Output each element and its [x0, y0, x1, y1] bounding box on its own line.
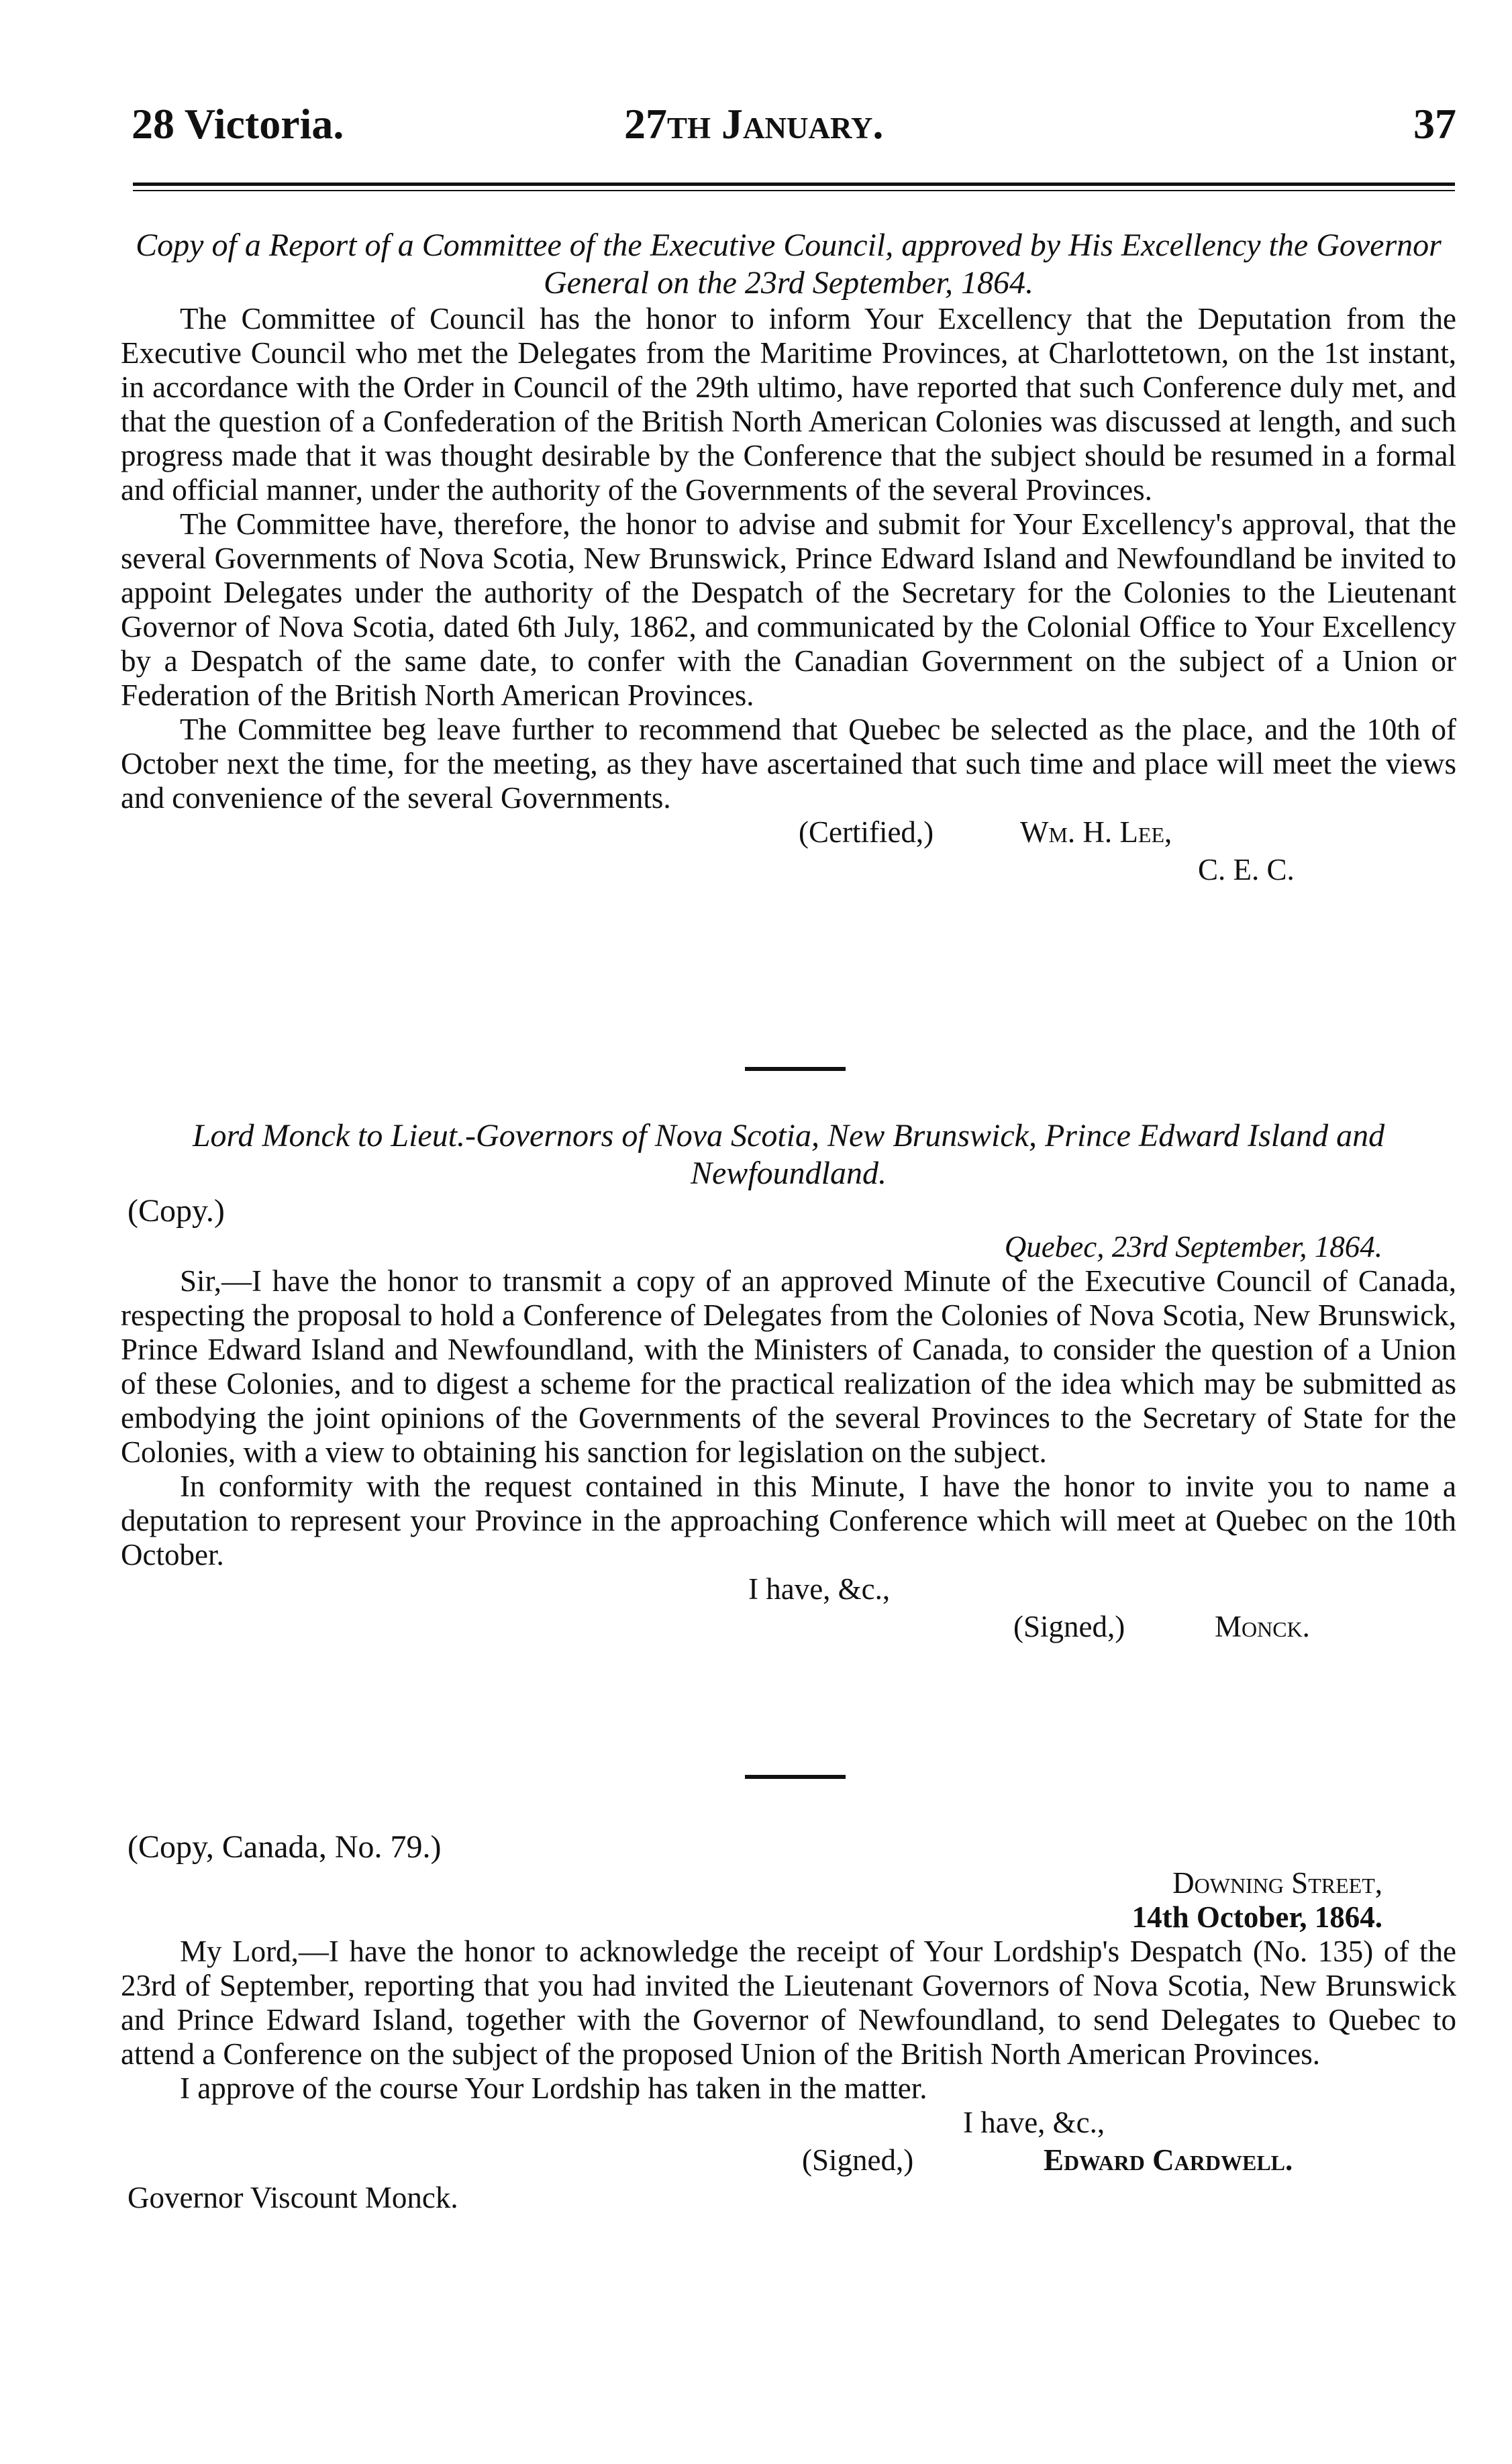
addressee-row	[121, 2181, 1456, 2218]
cardwell-signature-row	[121, 2143, 1456, 2181]
page	[121, 81, 1456, 2416]
cardwell-paragraph-1: My Lord,—I have the honor to acknowledge the receipt of Your Lordship's Despatch (No. 135) of the 23rd of September, reporting that you had invited the Lieutenant Governors of Nova Scotia, New Brunswick and Prince Edward Island, together with the Governor of Newfoundland, to send Delegates to Quebec to attend a Conference on the subject of the proposed Union of the British North American Provinces.	[121, 1935, 1456, 2071]
cardwell-letter-section	[121, 1829, 1456, 2218]
monck-letter-paragraph-1: Sir,—I have the honor to transmit a copy of an approved Minute of the Executive Council of Canada, respecting the proposal to hold a Conference of Delegates from the Colonies of Nova Scotia, New Brunswick, Prince Edward Island and Newfoundland, with the Ministers of Canada, to consider the question of a Union of these Colonies, and to digest a scheme for the practical realization of the idea which may be submitted as embodying the joint opinions of the Governments of the several Provinces to the Secretary of State for the Colonies, with a view to obtaining his sanction for legislation on the subject.	[121, 1264, 1456, 1469]
certified-label: (Certified,)	[799, 815, 934, 849]
report-certifier-title-row	[121, 853, 1456, 890]
header-rule-thin	[133, 190, 1455, 191]
cardwell-closing-row	[121, 2106, 1456, 2143]
section-separator-2	[745, 1775, 846, 1779]
cardwell-copy-label: (Copy, Canada, No. 79.)	[128, 1829, 442, 1865]
cardwell-place: Downing Street,	[1172, 1866, 1382, 1900]
monck-letter-dateline: Quebec, 23rd September, 1864.	[1004, 1230, 1382, 1264]
running-head-left: 28 Victoria.	[132, 100, 344, 148]
cardwell-signer: Edward Cardwell.	[1044, 2143, 1293, 2177]
report-paragraph-1: The Committee of Council has the honor to inform Your Excellency that the Deputation from the Executive Council who met the Delegates from the Maritime Provinces, at Charlottetown, on the 1st instant, in accordance with the Order in Council of the 29th ultimo, have reported that such Conference duly met, and that the question of a Confederation of the British North American Colonies was discussed at length, and such progress made that it was thought desirable by the Conference that the subject should be resumed in a formal and official manner, under the authority of the Governments of the several Provinces.	[121, 302, 1456, 507]
header-rule	[133, 183, 1455, 186]
running-head	[121, 99, 1456, 160]
cardwell-signed-label: (Signed,)	[802, 2143, 914, 2177]
certifier-title: C. E. C.	[1198, 853, 1295, 886]
monck-closing-row	[121, 1572, 1456, 1610]
running-head-date: 27th January.	[624, 100, 884, 148]
report-paragraph-3: The Committee beg leave further to recommend that Quebec be selected as the place, and the 10th of October next the time, for the meeting, as they have ascertained that such time and place will meet the views and convenience of the several Governments.	[121, 713, 1456, 815]
report-heading: Copy of a Report of a Committee of the Executive Council, approved by His Excellency the Governor General on the 23rd September, 1864.	[136, 227, 1442, 301]
section-separator	[745, 1067, 846, 1071]
addressee: Governor Viscount Monck.	[128, 2181, 458, 2214]
monck-letter-heading: Lord Monck to Lieut.-Governors of Nova Scotia, New Brunswick, Prince Edward Island and Newfoundland.	[192, 1118, 1385, 1191]
monck-signer: Monck.	[1215, 1610, 1310, 1643]
cardwell-paragraph-2: I approve of the course Your Lordship has taken in the matter.	[180, 2071, 927, 2105]
certifier-name: Wm. H. Lee,	[1020, 815, 1172, 849]
monck-signed-label: (Signed,)	[1013, 1610, 1125, 1643]
monck-letter-section	[121, 1117, 1456, 1647]
monck-closing: I have, &c.,	[748, 1572, 891, 1606]
monck-letter-paragraph-2: In conformity with the request contained in this Minute, I have the honor to invite you to name a deputation to represent your Province in the approaching Conference which will meet at Quebec on the 10th October.	[121, 1470, 1456, 1572]
monck-signature-row	[121, 1610, 1456, 1647]
page-number: 37	[1413, 100, 1456, 148]
report-certification	[121, 815, 1456, 853]
copy-label: (Copy.)	[128, 1193, 225, 1229]
report-paragraph-2: The Committee have, therefore, the honor to advise and submit for Your Excellency's approval, that the several Governments of Nova Scotia, New Brunswick, Prince Edward Island and Newfoundland be invited to appoint Delegates under the authority of the Despatch of the Secretary for the Colonies to the Lieutenant Governor of Nova Scotia, dated 6th July, 1862, and communicated by the Colonial Office to Your Excellency by a Despatch of the same date, to confer with the Canadian Government on the subject of a Union or Federation of the British North American Provinces.	[121, 507, 1456, 712]
cardwell-date: 14th October, 1864.	[1131, 1900, 1382, 1934]
report-section	[121, 227, 1456, 890]
cardwell-closing: I have, &c.,	[963, 2106, 1105, 2139]
